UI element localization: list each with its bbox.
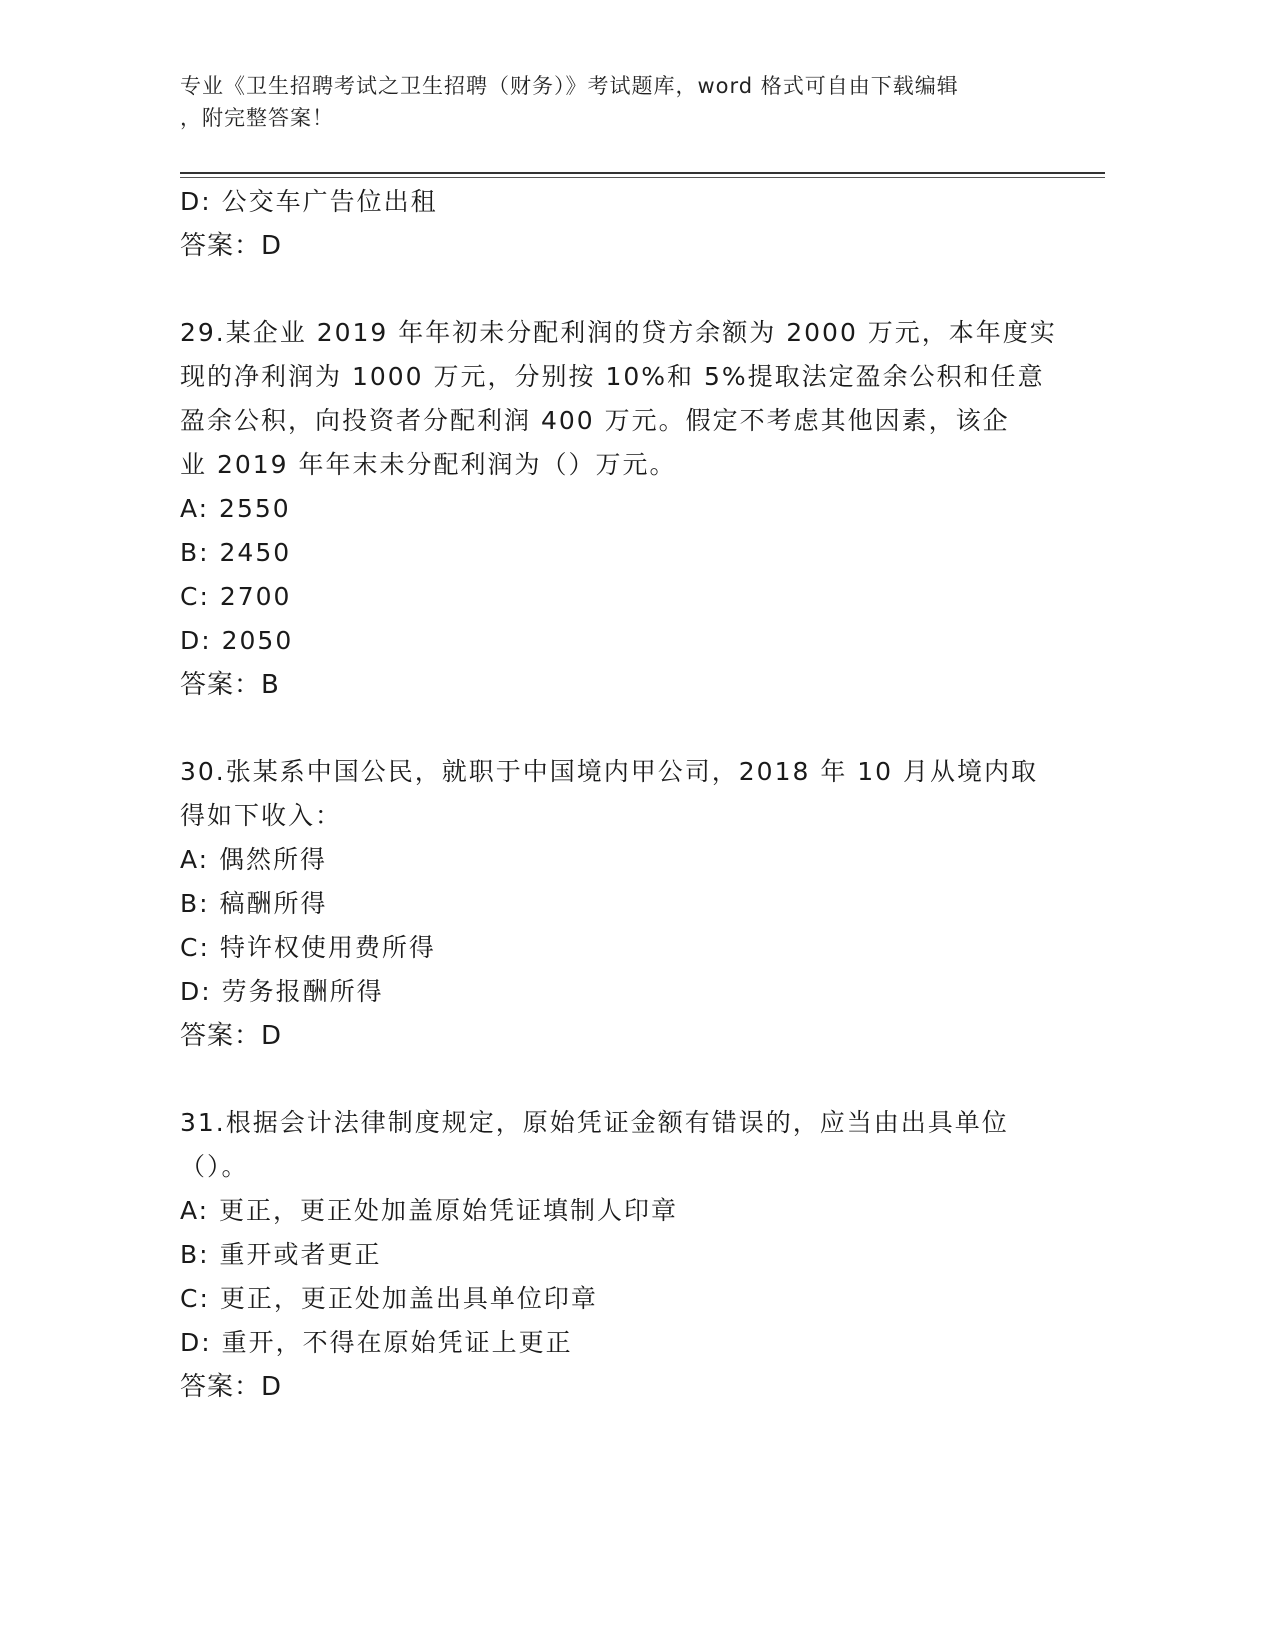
page-header [180, 70, 1060, 134]
question-text-line: 31.根据会计法律制度规定，原始凭证金额有错误的，应当由出具单位 [180, 1108, 1009, 1137]
header-divider [180, 172, 1105, 174]
option-c: C: 特许权使用费所得 [180, 933, 436, 962]
answer: 答案：B [180, 670, 280, 700]
option-a: A: 更正，更正处加盖原始凭证填制人印章 [180, 1196, 679, 1225]
question-text-line: 业 2019 年年末未分配利润为（）万元。 [180, 450, 677, 479]
header-title-line-1: 专业《卫生招聘考试之卫生招聘（财务）》考试题库，word 格式可自由下载编辑 [180, 74, 959, 98]
option-c: C: 更正，更正处加盖出具单位印章 [180, 1284, 598, 1313]
option-b: B: 稿酬所得 [180, 889, 328, 918]
question-30 [180, 750, 1040, 1058]
document-body [180, 180, 1057, 1409]
question-text-line: 现的净利润为 1000 万元，分别按 10%和 5%提取法定盈余公积和任意 [180, 362, 1045, 391]
question-31 [180, 1101, 1040, 1409]
option-d: D: 重开，不得在原始凭证上更正 [180, 1328, 573, 1357]
option-d: D: 劳务报酬所得 [180, 977, 384, 1006]
spacer [180, 707, 1040, 750]
question-text-line: 盈余公积，向投资者分配利润 400 万元。假定不考虑其他因素，该企 [180, 406, 1010, 435]
answer: 答案：D [180, 1372, 283, 1402]
option-c: C: 2700 [180, 582, 292, 611]
prev-question-answer: 答案：D [180, 231, 283, 261]
question-29 [180, 311, 1057, 707]
answer: 答案：D [180, 1021, 283, 1051]
question-text-line: 30.张某系中国公民，就职于中国境内甲公司，2018 年 10 月从境内取 [180, 757, 1039, 786]
question-text-line: 29.某企业 2019 年年初未分配利润的贷方余额为 2000 万元，本年度实 [180, 318, 1057, 347]
option-b: B: 重开或者更正 [180, 1240, 382, 1269]
prev-question-option-d: D: 公交车广告位出租 [180, 187, 438, 216]
question-text-line: 得如下收入： [180, 801, 343, 830]
header-title-line-2: ，附完整答案！ [180, 106, 334, 130]
header-divider-thin [180, 177, 1105, 178]
option-a: A: 偶然所得 [180, 845, 328, 874]
spacer [180, 268, 1040, 311]
question-text-line: （）。 [180, 1152, 249, 1181]
spacer [180, 1058, 1040, 1101]
option-a: A: 2550 [180, 494, 291, 523]
option-b: B: 2450 [180, 538, 292, 567]
option-d: D: 2050 [180, 626, 294, 655]
